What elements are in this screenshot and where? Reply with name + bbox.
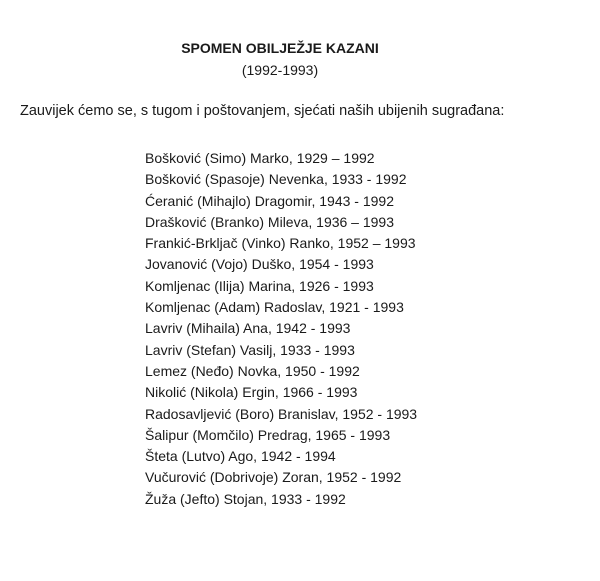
list-item: Nikolić (Nikola) Ergin, 1966 - 1993 — [145, 384, 358, 401]
victims-list — [145, 148, 417, 510]
list-item: Lavriv (Mihaila) Ana, 1942 - 1993 — [145, 320, 351, 337]
list-item: Lemez (Neđo) Novka, 1950 - 1992 — [145, 362, 360, 379]
document-title: SPOMEN OBILJEŽJE KAZANI — [181, 40, 379, 56]
list-item: Šalipur (Momčilo) Predrag, 1965 - 1993 — [145, 426, 391, 443]
list-item: Radosavljević (Boro) Branislav, 1952 - 1993 — [145, 405, 418, 422]
list-item: Bošković (Spasoje) Nevenka, 1933 - 1992 — [145, 171, 407, 188]
list-item: Lavriv (Stefan) Vasilj, 1933 - 1993 — [145, 341, 355, 358]
list-item: Drašković (Branko) Mileva, 1936 – 1993 — [145, 213, 395, 230]
list-item: Bošković (Simo) Marko, 1929 – 1992 — [145, 150, 375, 166]
list-item: Komljenac (Adam) Radoslav, 1921 - 1993 — [145, 299, 404, 316]
list-item: Frankić-Brkljač (Vinko) Ranko, 1952 – 1993 — [145, 235, 416, 252]
document-years: (1992-1993) — [241, 62, 319, 78]
list-item: Jovanović (Vojo) Duško, 1954 - 1993 — [145, 256, 374, 273]
list-item: Šteta (Lutvo) Ago, 1942 - 1994 — [145, 448, 336, 465]
list-item: Vučurović (Dobrivoje) Zoran, 1952 - 1992 — [145, 469, 402, 486]
list-item: Žuža (Jefto) Stojan, 1933 - 1992 — [145, 490, 346, 507]
intro-text: Zauvijek ćemo se, s tugom i poštovanjem, sjećati naših ubijenih sugrađana: — [20, 103, 505, 119]
list-item: Komljenac (Ilija) Marina, 1926 - 1993 — [145, 277, 374, 294]
list-item: Ćeranić (Mihajlo) Dragomir, 1943 - 1992 — [145, 192, 394, 209]
